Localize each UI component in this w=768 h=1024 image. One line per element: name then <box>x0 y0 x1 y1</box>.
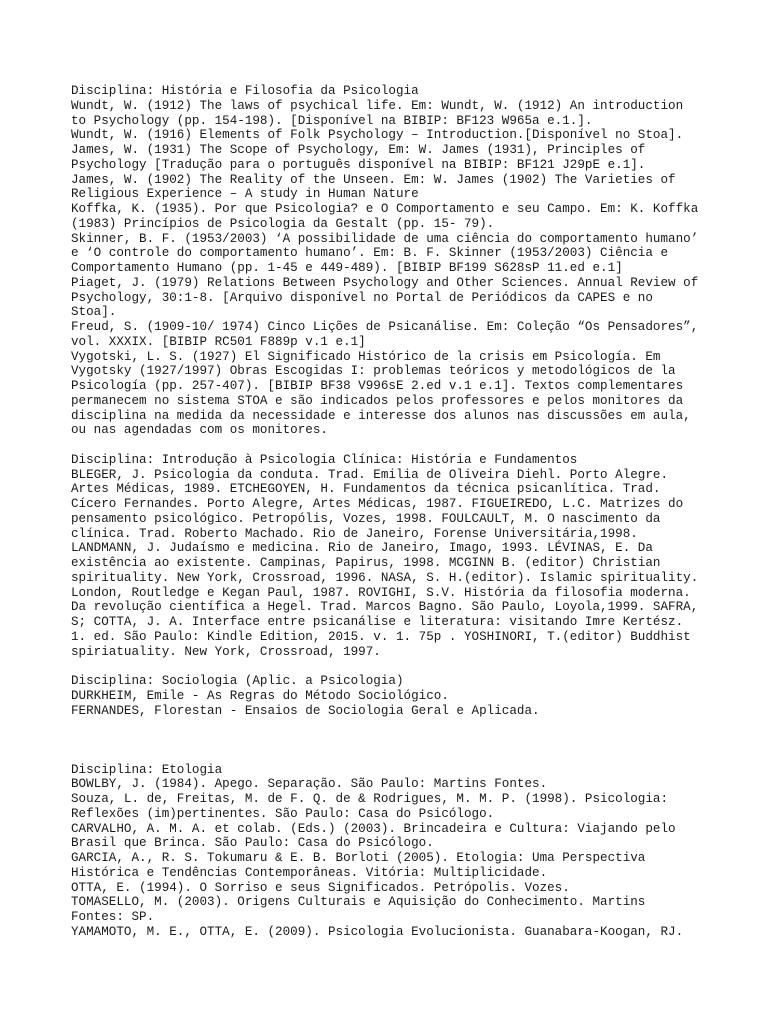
reference-line: to Psychology (pp. 154-198). [Disponível na BIBIP: BF123 W965a e.1.]. <box>71 113 593 128</box>
reference-line: S; COTTA, J. A. Interface entre psicanálise e literatura: visitando Imre Kertész. <box>71 615 684 629</box>
section-psicologia-clinica <box>71 453 711 660</box>
reference-line: OTTA, E. (1994). O Sorriso e seus Significados. Petrópolis. Vozes. <box>71 880 570 895</box>
reference-line: Vygotsky (1927/1997) Obras Escogidas I: problemas teóricos y metodológicos de la <box>71 364 676 379</box>
reference-line: Vygotski, L. S. (1927) El Significado Histórico de la crisis em Psicología. Em <box>71 349 661 364</box>
reference-line: existência ao existente. Campinas, Papirus, 1998. MCGINN B. (editor) Christian <box>71 556 661 570</box>
reference-line: Psicología (pp. 257-407). [BIBIP BF38 V996sE 2.ed v.1 e.1]. Textos complementares <box>71 379 684 393</box>
reference-line: YAMAMOTO, M. E., OTTA, E. (2009). Psicologia Evolucionista. Guanabara-Koogan, RJ. <box>71 924 684 939</box>
reference-line: Fontes: SP. <box>71 910 155 924</box>
reference-line: Skinner, B. F. (1953/2003) ‘A possibilidade de uma ciência do comportamento humano’ <box>71 231 699 246</box>
section-heading: Disciplina: Sociologia (Aplic. a Psicologia) <box>71 674 404 688</box>
reference-line: Artes Médicas, 1989. ETCHEGOYEN, H. Fundamentos da técnica psicanlítica. Trad. <box>71 482 661 497</box>
reference-line: DURKHEIM, Emile - As Regras do Método Sociológico. <box>71 688 449 703</box>
reference-line: (1983) Princípios de Psicologia da Gestalt (pp. 15- 79). <box>71 216 495 231</box>
section-heading: Disciplina: Introdução à Psicologia Clínica: História e Fundamentos <box>71 452 578 467</box>
reference-line: vol. XXXIX. [BIBIP RC501 F889p v.1 e.1] <box>71 334 366 349</box>
reference-line: Da revolução científica a Hegel. Trad. Marcos Bagno. São Paulo, Loyola,1999. SAFRA, <box>71 600 699 615</box>
reference-line: TOMASELLO, M. (2003). Origens Culturais e Aquisição do Conhecimento. Martins <box>71 895 646 910</box>
reference-line: ou nas agendadas com os monitores. <box>71 423 328 438</box>
reference-line: GARCIA, A., R. S. Tokumaru & E. B. Borloti (2005). Etologia: Uma Perspectiva <box>71 851 646 865</box>
reference-line: spiriatuality. New York, Crossroad, 1997. <box>71 644 381 659</box>
reference-line: Stoa]. <box>71 305 117 320</box>
reference-line: Histórica e Tendências Contemporâneas. Vitória: Multiplicidade. <box>71 865 548 880</box>
reference-line: Piaget, J. (1979) Relations Between Psychology and Other Sciences. Annual Review of <box>71 275 699 290</box>
reference-line: disciplina na medida da necessidade e interesse dos alunos nas discussões em aula, <box>71 408 691 423</box>
reference-line: spirituality. New York, Crossroad, 1996. NASA, S. H.(editor). Islamic spirituality. <box>71 570 699 585</box>
reference-line: 1. ed. São Paulo: Kindle Edition, 2015. v. 1. 75p . YOSHINORI, T.(editor) Buddhist <box>71 629 691 644</box>
reference-line: BOWLBY, J. (1984). Apego. Separação. São Paulo: Martins Fontes. <box>71 777 548 792</box>
reference-line: Reflexões (im)pertinentes. São Paulo: Casa do Psicólogo. <box>71 806 495 821</box>
section-heading: Disciplina: História e Filosofia da Psicologia <box>71 84 419 98</box>
section-etologia <box>71 763 711 940</box>
reference-line: James, W. (1902) The Reality of the Unseen. Em: W. James (1902) The Varieties of <box>71 172 676 187</box>
reference-line: BLEGER, J. Psicologia da conduta. Trad. Emilia de Oliveira Diehl. Porto Alegre. <box>71 467 669 482</box>
reference-line: Psychology [Tradução para o português disponível na BIBIP: BF121 J29pE e.1]. <box>71 157 646 172</box>
reference-line: Freud, S. (1909-10/ 1974) Cinco Lições de Psicanálise. Em: Coleção “Os Pensadores”, <box>71 320 699 334</box>
reference-line: Cícero Fernandes. Porto Alegre, Artes Médicas, 1987. FIGUEIREDO, L.C. Matrizes do <box>71 497 684 511</box>
reference-line: Comportamento Humano (pp. 1-45 e 449-489). [BIBIP BF199 S628sP 11.ed e.1] <box>71 261 623 275</box>
reference-line: Psychology, 30:1-8. [Arquivo disponível no Portal de Periódicos da CAPES e no <box>71 290 653 305</box>
section-spacer <box>71 659 711 674</box>
section-heading: Disciplina: Etologia <box>71 762 223 777</box>
reference-line: clínica. Trad. Roberto Machado. Rio de Janeiro, Forense Universitária,1998. <box>71 526 638 541</box>
reference-line: CARVALHO, A. M. A. et colab. (Eds.) (2003). Brincadeira e Cultura: Viajando pelo <box>71 821 676 836</box>
reference-line: Religious Experience – A study in Human Nature <box>71 187 419 202</box>
reference-line: e ‘O controle do comportamento humano’. Em: B. F. Skinner (1953/2003) Ciência e <box>71 246 669 261</box>
reference-line: Brasil que Brinca. São Paulo: Casa do Psicólogo. <box>71 836 434 851</box>
reference-line: London, Routledge e Kegan Paul, 1987. ROVIGHI, S.V. História da filosofia moderna. <box>71 585 691 600</box>
reference-line: James, W. (1931) The Scope of Psychology, Em: W. James (1931), Principles of <box>71 143 646 157</box>
reference-line: Koffka, K. (1935). Por que Psicologia? e O Comportamento e seu Campo. Em: K. Koffka <box>71 202 699 216</box>
reference-line: FERNANDES, Florestan - Ensaios de Sociologia Geral e Aplicada. <box>71 703 540 718</box>
reference-line: Souza, L. de, Freitas, M. de F. Q. de & Rodrigues, M. M. P. (1998). Psicologia: <box>71 792 669 806</box>
reference-line: LANDMANN, J. Judaísmo e medicina. Rio de Janeiro, Imago, 1993. LÉVINAS, E. Da <box>71 541 653 556</box>
section-spacer <box>71 438 711 453</box>
reference-line: Wundt, W. (1912) The laws of psychical life. Em: Wundt, W. (1912) An introduction <box>71 98 684 113</box>
section-sociologia <box>71 674 711 718</box>
section-historia-filosofia <box>71 84 711 438</box>
reference-line: pensamento psicológico. Petropólis, Vozes, 1998. FOULCAULT, M. O nascimento da <box>71 511 661 526</box>
reference-line: permanecem no sistema STOA e são indicados pelos professores e pelos monitores da <box>71 393 684 408</box>
reference-line: Wundt, W. (1916) Elements of Folk Psychology – Introduction.[Disponível no Stoa]. <box>71 128 684 143</box>
document-page <box>71 84 711 940</box>
section-spacer <box>71 718 711 762</box>
